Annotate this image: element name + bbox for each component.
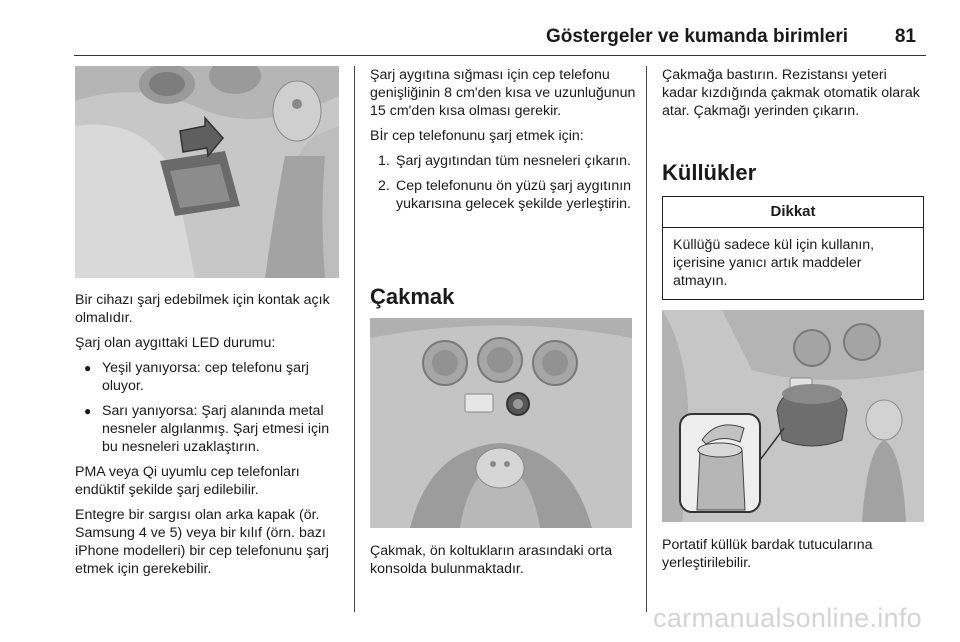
page-header-title: Göstergeler ve kumanda birimleri [545, 26, 848, 47]
lighter-caption [370, 542, 638, 585]
cigarette-lighter-figure [370, 318, 632, 528]
paragraph: Şarj aygıtına sığması için cep telefonu genişliğinin 8 cm'den kısa ve uzunluğunun 15 cm'den kısa olması gerekir. [370, 67, 636, 119]
column-divider-2 [646, 66, 647, 612]
paragraph: Entegre bir sargısı olan arka kapak (ör. Samsung 4 ve 5) veya bir kılıf (örn. bazı iPhone modelleri) bir cep telefonunu şarj etmek için gerekebilir. [75, 507, 329, 577]
paragraph: Bir cihazı şarj edebilmek için kontak açık olmalıdır. [75, 292, 330, 326]
column-2 [370, 66, 638, 220]
column-divider-1 [354, 66, 355, 612]
caution-title: Dikkat [663, 197, 923, 228]
watermark: carmanualsonline.info [653, 603, 922, 633]
list-item: ● Yeşil yanıyorsa: cep telefonu şarj oluyor. [75, 359, 345, 395]
ashtray-figure [662, 310, 924, 522]
section-heading-kulluk: Küllükler [662, 160, 757, 185]
paragraph: Çakmağa bastırın. Rezistansı yeteri kadar kızdığında çakmak otomatik olarak atar. Çakmağı yerinden çıkarın. [662, 67, 920, 119]
caution-box [662, 196, 924, 300]
paragraph: PMA veya Qi uyumlu cep telefonları endüktif şekilde şarj edilebilir. [75, 464, 300, 498]
led-status-list [75, 359, 345, 456]
caution-text: Küllüğü sadece kül için kullanın, içerisine yanıcı artık maddeler atmayın. [673, 237, 875, 289]
page-number: 81 [894, 26, 916, 47]
header-divider [74, 55, 926, 56]
list-item: ● Sarı yanıyorsa: Şarj alanında metal nesneler algılanmış. Şarj etmesi için bu nesneleri uzaklaştırın. [75, 402, 345, 456]
charging-steps-list [370, 152, 638, 213]
paragraph: Şarj olan aygıttaki LED durumu: [75, 335, 276, 351]
column-3 [662, 66, 924, 127]
wireless-charger-figure [75, 66, 339, 278]
figure-caption: Çakmak, ön koltukların arasındaki orta konsolda bulunmaktadır. [370, 543, 613, 577]
section-heading-cakmak: Çakmak [370, 284, 455, 309]
figure-caption: Portatif küllük bardak tutucularına yerleştirilebilir. [662, 537, 873, 571]
column-1 [75, 291, 345, 585]
ashtray-caption [662, 536, 924, 579]
list-item: 1. Şarj aygıtından tüm nesneleri çıkarın. [378, 153, 632, 169]
paragraph: Bİr cep telefonunu şarj etmek için: [370, 128, 584, 144]
list-item: 2. Cep telefonunu ön yüzü şarj aygıtının yukarısına gelecek şekilde yerleştirin. [378, 178, 632, 212]
